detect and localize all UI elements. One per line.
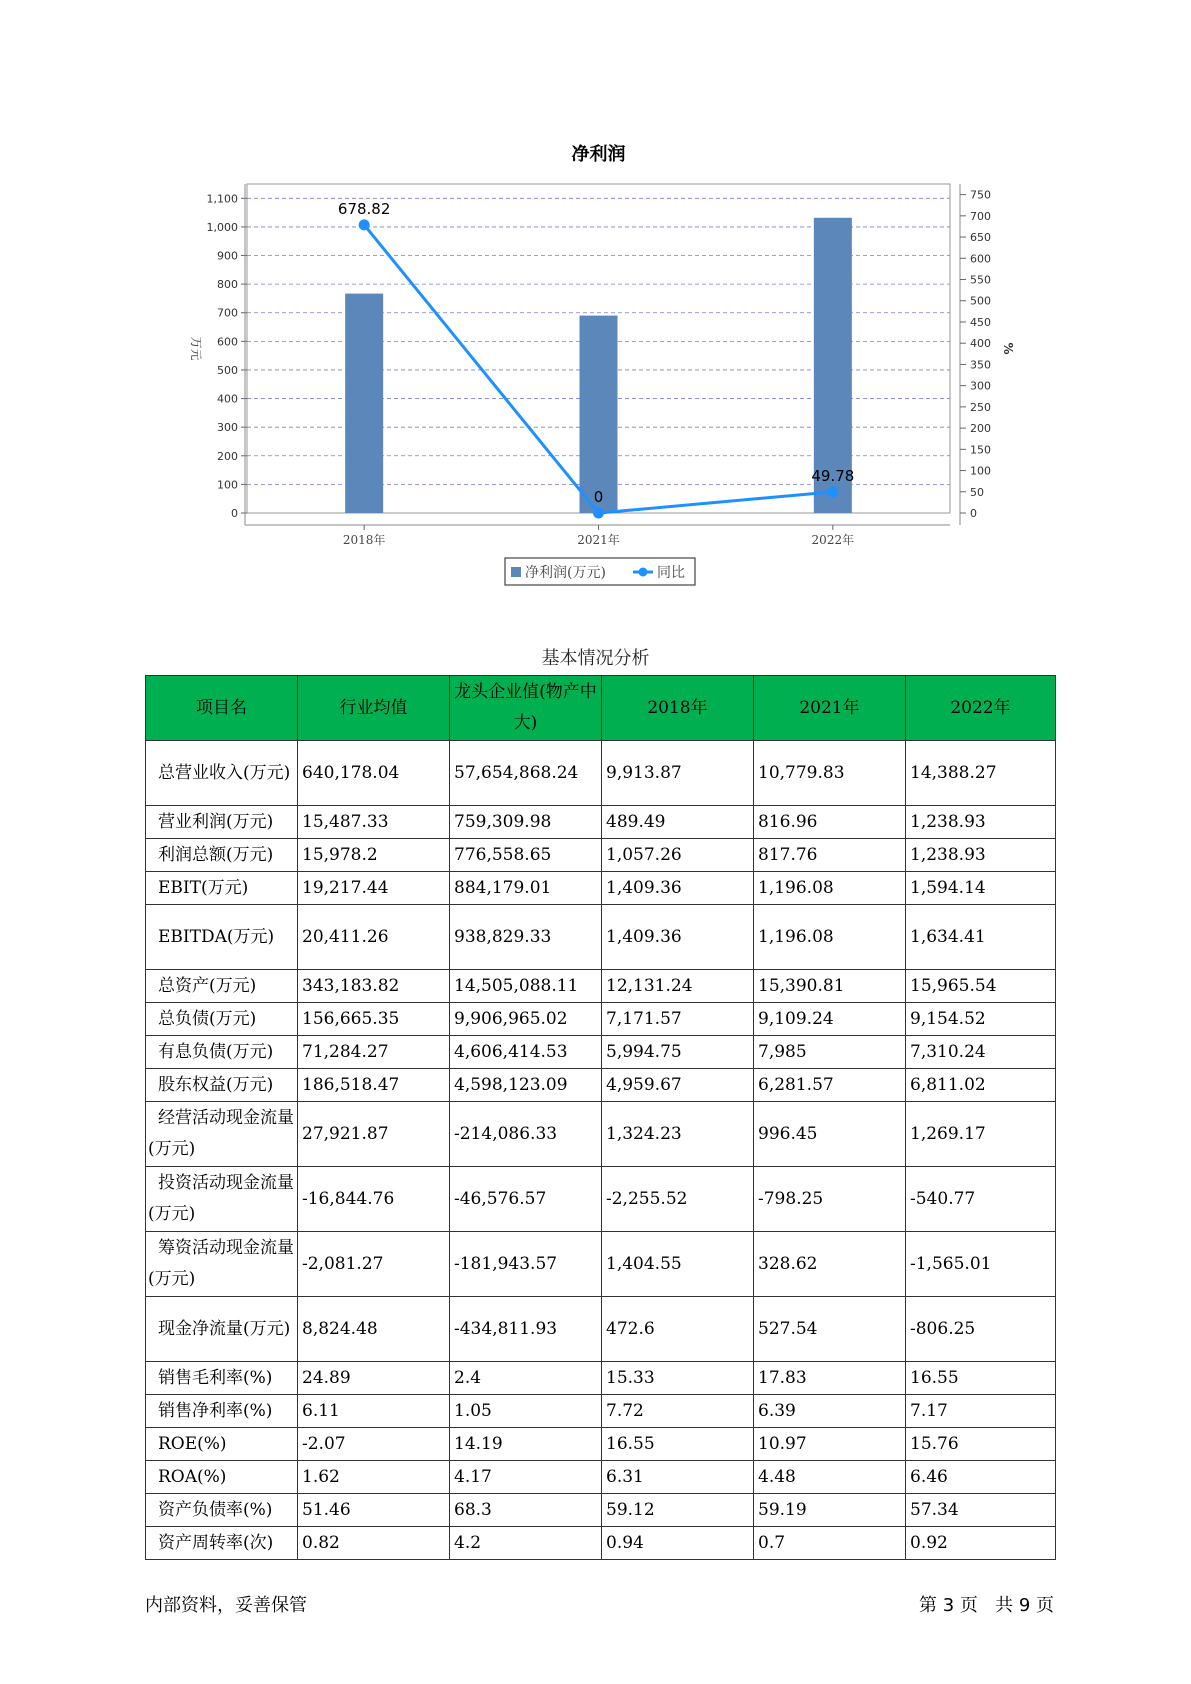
table-cell: 938,829.33 [450, 905, 602, 970]
table-cell: 68.3 [450, 1494, 602, 1527]
table-cell: 1,594.14 [906, 872, 1056, 905]
table-cell: 15,390.81 [754, 970, 906, 1003]
bar-net-profit [345, 294, 383, 513]
table-cell: 6.31 [602, 1461, 754, 1494]
point-yoy [593, 508, 604, 519]
y-left-tick-label: 800 [217, 278, 238, 292]
legend-swatch-bar [511, 567, 521, 577]
row-name: EBITDA(万元) [146, 905, 298, 970]
table-cell: 1.62 [298, 1461, 450, 1494]
y-left-tick-label: 1,100 [206, 192, 238, 206]
chart-title: 净利润 [571, 144, 626, 165]
table-cell: -2.07 [298, 1428, 450, 1461]
y-right-tick-label: 350 [970, 358, 991, 372]
table-row [146, 1494, 1056, 1527]
table-cell: 4,606,414.53 [450, 1036, 602, 1069]
bar-net-profit [580, 316, 618, 513]
y-right-tick-label: 300 [970, 379, 991, 393]
table-cell: 0.92 [906, 1527, 1056, 1560]
table-cell: 7.72 [602, 1395, 754, 1428]
table-cell: 186,518.47 [298, 1069, 450, 1102]
y-left-tick-label: 500 [217, 363, 238, 377]
basic-analysis-table [145, 675, 1056, 1560]
table-cell: 27,921.87 [298, 1102, 450, 1167]
table-cell: -1,565.01 [906, 1232, 1056, 1297]
table-cell: 1,057.26 [602, 839, 754, 872]
table-cell: 9,154.52 [906, 1003, 1056, 1036]
table-cell: 156,665.35 [298, 1003, 450, 1036]
table-cell: 14,505,088.11 [450, 970, 602, 1003]
row-name: 资产负债率(%) [146, 1494, 298, 1527]
table-row [146, 1003, 1056, 1036]
table-cell: 19,217.44 [298, 872, 450, 905]
table-cell: 759,309.98 [450, 806, 602, 839]
table-row [146, 905, 1056, 970]
table-cell: 472.6 [602, 1297, 754, 1362]
table-cell: 6.46 [906, 1461, 1056, 1494]
row-name: 总负债(万元) [146, 1003, 298, 1036]
row-name: 投资活动现金流量(万元) [146, 1167, 298, 1232]
table-cell: 1,238.93 [906, 839, 1056, 872]
table-cell: 884,179.01 [450, 872, 602, 905]
row-name: 销售毛利率(%) [146, 1362, 298, 1395]
table-cell: 1,196.08 [754, 905, 906, 970]
table-cell: 6,281.57 [754, 1069, 906, 1102]
y-left-tick-label: 0 [231, 507, 238, 520]
table-cell: 10.97 [754, 1428, 906, 1461]
table-cell: 7,985 [754, 1036, 906, 1069]
row-name: 现金净流量(万元) [146, 1297, 298, 1362]
table-cell: 1,404.55 [602, 1232, 754, 1297]
legend-label-bar: 净利润(万元) [525, 565, 606, 581]
table-cell: 15.76 [906, 1428, 1056, 1461]
point-yoy [359, 219, 370, 230]
current-page: 3 [942, 1595, 955, 1616]
table-cell: -214,086.33 [450, 1102, 602, 1167]
table-cell: 10,779.83 [754, 741, 906, 806]
table-cell: 4,598,123.09 [450, 1069, 602, 1102]
table-cell: 1,196.08 [754, 872, 906, 905]
data-label-yoy: 678.82 [337, 199, 391, 218]
y-left-tick-label: 100 [217, 478, 238, 492]
header-cell: 项目名 [146, 676, 298, 741]
row-name: 有息负债(万元) [146, 1036, 298, 1069]
table-cell: 6.11 [298, 1395, 450, 1428]
table-row [146, 1395, 1056, 1428]
table-cell: 15,978.2 [298, 839, 450, 872]
table-cell: 51.46 [298, 1494, 450, 1527]
y-right-tick-label: 450 [970, 315, 991, 329]
table-cell: 7,171.57 [602, 1003, 754, 1036]
table-cell: 59.12 [602, 1494, 754, 1527]
y-right-tick-label: 600 [970, 252, 991, 266]
table-cell: 817.76 [754, 839, 906, 872]
header-cell: 龙头企业值(物产中大) [450, 676, 602, 741]
row-name: 总资产(万元) [146, 970, 298, 1003]
table-cell: 816.96 [754, 806, 906, 839]
legend-swatch-marker [639, 568, 648, 577]
table-cell: 6,811.02 [906, 1069, 1056, 1102]
y-right-tick-label: 100 [970, 464, 991, 478]
footer-page-number: 第 3 页 共 9 页 [918, 1595, 1054, 1616]
y-left-tick-label: 700 [217, 306, 238, 320]
y-right-tick-label: 700 [970, 209, 991, 223]
header-cell: 2022年 [906, 676, 1056, 741]
table-cell: -2,255.52 [602, 1167, 754, 1232]
row-name: 总营业收入(万元) [146, 741, 298, 806]
row-name: 资产周转率(次) [146, 1527, 298, 1560]
table-cell: 16.55 [906, 1362, 1056, 1395]
table-cell: 71,284.27 [298, 1036, 450, 1069]
net-profit-chart [0, 0, 1191, 600]
table-cell: 57,654,868.24 [450, 741, 602, 806]
table-cell: -16,844.76 [298, 1167, 450, 1232]
header-cell: 2018年 [602, 676, 754, 741]
table-caption: 基本情况分析 [541, 648, 650, 669]
data-label-yoy: 49.78 [811, 466, 855, 485]
total-pages: 9 [1018, 1595, 1031, 1616]
table-cell: -806.25 [906, 1297, 1056, 1362]
y-right-tick-label: 0 [970, 507, 977, 520]
y-right-tick-label: 500 [970, 294, 991, 308]
table-cell: 0.7 [754, 1527, 906, 1560]
y-left-tick-label: 600 [217, 335, 238, 349]
table-cell: 1,324.23 [602, 1102, 754, 1167]
table-cell: 20,411.26 [298, 905, 450, 970]
row-name: ROE(%) [146, 1428, 298, 1461]
legend-label-line: 同比 [657, 565, 685, 581]
data-label-yoy: 0 [593, 488, 604, 506]
table-cell: 15,487.33 [298, 806, 450, 839]
table-cell: 1.05 [450, 1395, 602, 1428]
table-cell: 4,959.67 [602, 1069, 754, 1102]
y-left-tick-label: 200 [217, 449, 238, 463]
y-right-tick-label: 50 [970, 485, 984, 499]
table-cell: 489.49 [602, 806, 754, 839]
row-name: EBIT(万元) [146, 872, 298, 905]
table-cell: 9,913.87 [602, 741, 754, 806]
table-row [146, 1527, 1056, 1560]
y-right-tick-label: 250 [970, 400, 991, 414]
table-row [146, 1069, 1056, 1102]
y-right-tick-label: 550 [970, 273, 991, 287]
table-row [146, 1167, 1056, 1232]
table-header-row [146, 676, 1056, 741]
table-row [146, 1362, 1056, 1395]
table-row [146, 1232, 1056, 1297]
table-cell: 5,994.75 [602, 1036, 754, 1069]
table-row [146, 970, 1056, 1003]
point-yoy [827, 486, 838, 497]
y-right-tick-label: 150 [970, 443, 991, 457]
table-cell: -181,943.57 [450, 1232, 602, 1297]
table-cell: -434,811.93 [450, 1297, 602, 1362]
y-right-tick-label: 200 [970, 422, 991, 436]
table-cell: -46,576.57 [450, 1167, 602, 1232]
table-cell: 328.62 [754, 1232, 906, 1297]
table-cell: 16.55 [602, 1428, 754, 1461]
table-cell: 343,183.82 [298, 970, 450, 1003]
table-cell: 15.33 [602, 1362, 754, 1395]
table-cell: 6.39 [754, 1395, 906, 1428]
header-cell: 行业均值 [298, 676, 450, 741]
table-cell: 12,131.24 [602, 970, 754, 1003]
table-cell: 8,824.48 [298, 1297, 450, 1362]
table-row [146, 741, 1056, 806]
table-row [146, 1102, 1056, 1167]
table-row [146, 1461, 1056, 1494]
row-name: 股东权益(万元) [146, 1069, 298, 1102]
table-cell: 0.94 [602, 1527, 754, 1560]
table-cell: 59.19 [754, 1494, 906, 1527]
table-row [146, 1036, 1056, 1069]
table-row [146, 839, 1056, 872]
table-cell: 1,409.36 [602, 905, 754, 970]
y-left-axis-label: 万元 [189, 336, 203, 361]
y-left-tick-label: 1,000 [206, 220, 238, 234]
table-cell: 1,634.41 [906, 905, 1056, 970]
row-name: ROA(%) [146, 1461, 298, 1494]
table-cell: 15,965.54 [906, 970, 1056, 1003]
table-cell: 640,178.04 [298, 741, 450, 806]
row-name: 利润总额(万元) [146, 839, 298, 872]
y-right-tick-label: 650 [970, 231, 991, 245]
table-row [146, 1297, 1056, 1362]
table-cell: 57.34 [906, 1494, 1056, 1527]
y-left-tick-label: 400 [217, 392, 238, 406]
table-cell: 17.83 [754, 1362, 906, 1395]
table-cell: 0.82 [298, 1527, 450, 1560]
table-cell: 996.45 [754, 1102, 906, 1167]
table-cell: 1,238.93 [906, 806, 1056, 839]
table-cell: 14.19 [450, 1428, 602, 1461]
table-cell: 9,109.24 [754, 1003, 906, 1036]
table-row [146, 806, 1056, 839]
x-tick-label: 2022年 [811, 533, 855, 547]
table-cell: 527.54 [754, 1297, 906, 1362]
row-name: 经营活动现金流量(万元) [146, 1102, 298, 1167]
table-cell: -2,081.27 [298, 1232, 450, 1297]
x-tick-label: 2021年 [577, 533, 620, 547]
table-cell: -798.25 [754, 1167, 906, 1232]
table-cell: 776,558.65 [450, 839, 602, 872]
table-row [146, 872, 1056, 905]
table-cell: -540.77 [906, 1167, 1056, 1232]
table-cell: 4.48 [754, 1461, 906, 1494]
y-left-tick-label: 300 [217, 421, 238, 435]
y-right-tick-label: 400 [970, 337, 991, 351]
table-cell: 1,409.36 [602, 872, 754, 905]
table-cell: 1,269.17 [906, 1102, 1056, 1167]
x-tick-label: 2018年 [342, 533, 386, 547]
header-cell: 2021年 [754, 676, 906, 741]
table-cell: 9,906,965.02 [450, 1003, 602, 1036]
row-name: 营业利润(万元) [146, 806, 298, 839]
table-cell: 4.2 [450, 1527, 602, 1560]
table-cell: 4.17 [450, 1461, 602, 1494]
table-cell: 7.17 [906, 1395, 1056, 1428]
table-cell: 2.4 [450, 1362, 602, 1395]
table-cell: 14,388.27 [906, 741, 1056, 806]
row-name: 筹资活动现金流量(万元) [146, 1232, 298, 1297]
y-left-tick-label: 900 [217, 249, 238, 263]
table-cell: 24.89 [298, 1362, 450, 1395]
y-right-tick-label: 750 [970, 188, 991, 202]
footer-confidential-note: 内部资料，妥善保管 [145, 1595, 307, 1616]
table-row [146, 1428, 1056, 1461]
table-cell: 7,310.24 [906, 1036, 1056, 1069]
row-name: 销售净利率(%) [146, 1395, 298, 1428]
y-right-axis-label: % [1001, 342, 1015, 355]
